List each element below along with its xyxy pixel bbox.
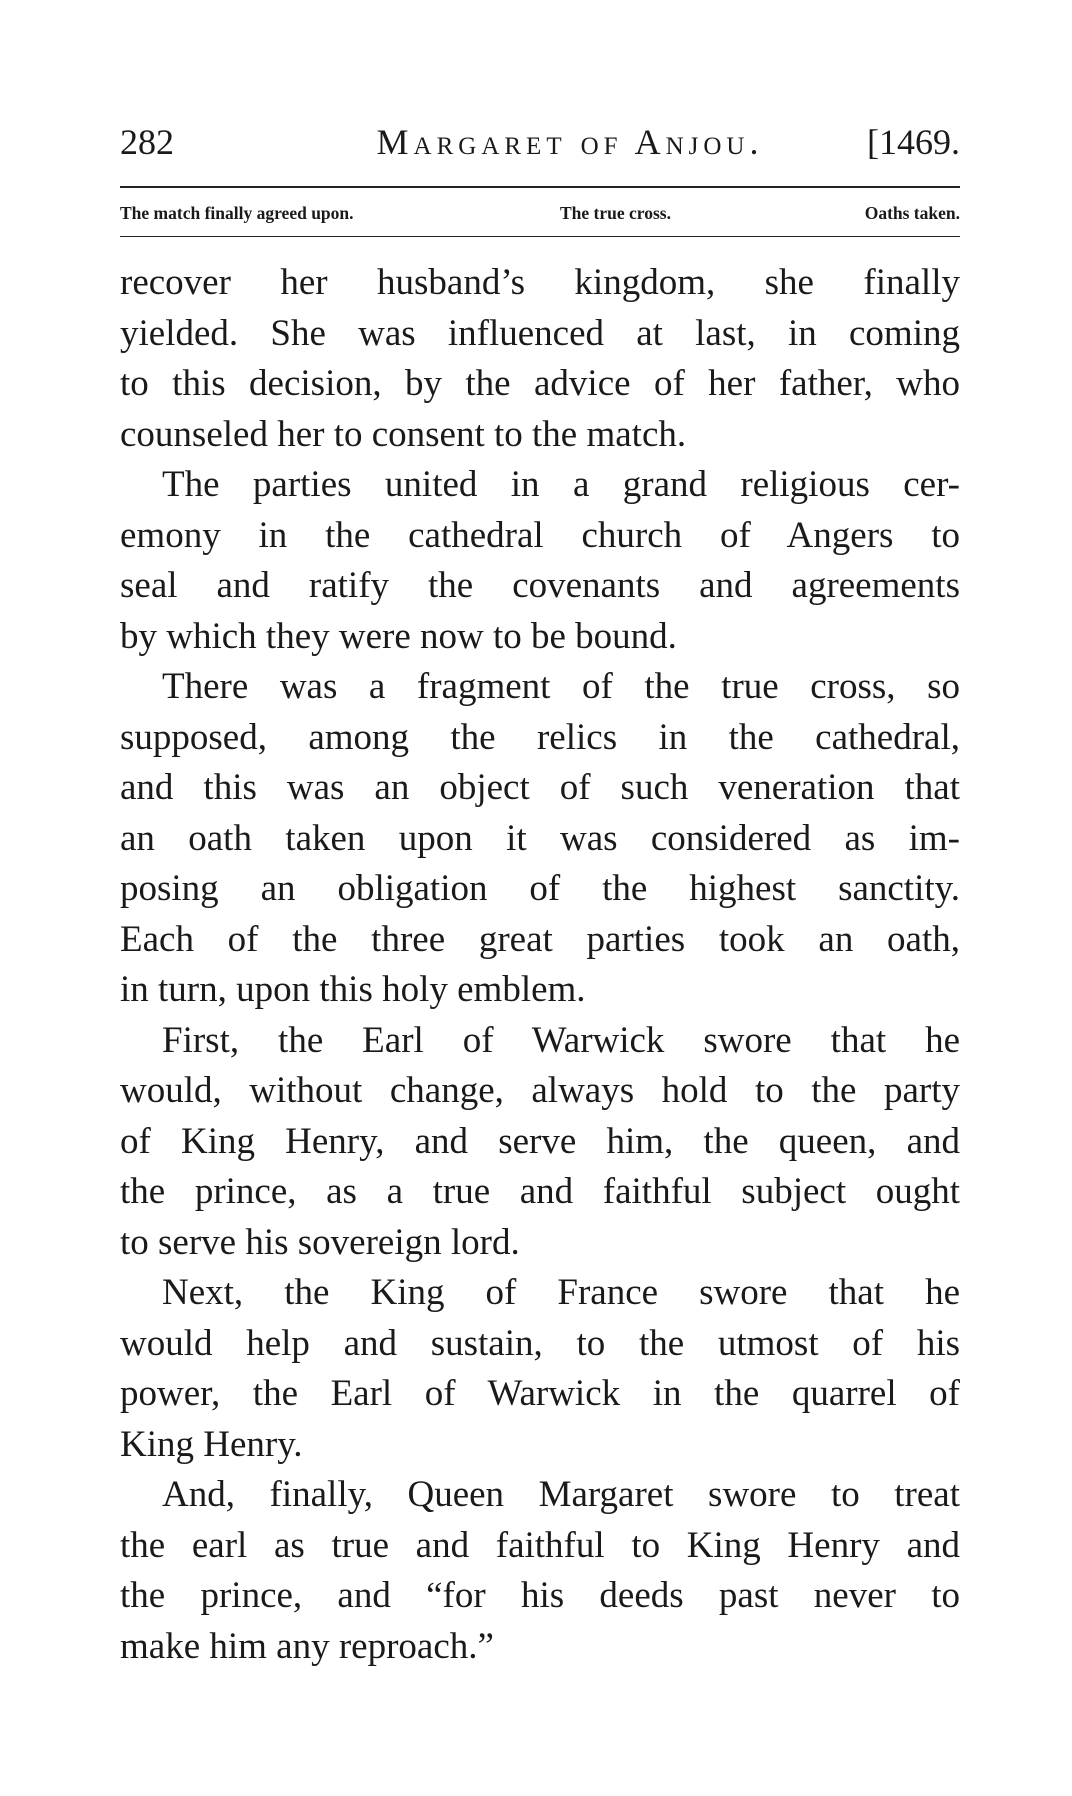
text-line: First, the Earl of Warwick swore that he — [162, 1019, 960, 1061]
paragraph-2 — [120, 460, 960, 662]
text-line: in turn, upon this holy emblem. — [120, 969, 586, 1010]
text-line: the prince, as a true and faithful subject ought — [120, 1171, 960, 1212]
text-line: The parties united in a grand religious cer- — [162, 464, 960, 505]
header-rule-top — [120, 186, 960, 188]
text-line: There was a fragment of the true cross, so — [162, 666, 960, 707]
text-line: And, finally, Queen Margaret swore to treat — [162, 1474, 960, 1515]
text-line: emony in the cathedral church of Angers to — [120, 514, 960, 556]
text-line: seal and ratify the covenants and agreements — [120, 565, 960, 606]
text-line: by which they were now to be bound. — [120, 615, 677, 657]
text-line: would help and sustain, to the utmost of his — [120, 1322, 960, 1364]
paragraph-4 — [120, 1016, 960, 1269]
header-rule-bottom — [120, 236, 960, 237]
text-line: power, the Earl of Warwick in the quarrel of — [120, 1373, 960, 1414]
header-year: [1469. — [867, 122, 960, 162]
text-line: the prince, and “for his deeds past never to — [120, 1575, 960, 1616]
text-line: recover her husband’s kingdom, she finally — [120, 262, 960, 303]
text-line: supposed, among the relics in the cathedral, — [120, 716, 960, 758]
running-header — [120, 122, 960, 172]
text-line: yielded. She was influenced at last, in coming — [120, 312, 960, 354]
text-line: King Henry. — [120, 1423, 303, 1465]
marginal-subheads — [120, 198, 960, 228]
paragraph-3 — [120, 662, 960, 1016]
text-line: an oath taken upon it was considered as im- — [120, 817, 960, 859]
subhead-match-agreed: The match finally agreed upon. — [120, 203, 354, 223]
page-number: 282 — [120, 122, 174, 162]
subhead-oaths-taken: Oaths taken. — [864, 203, 960, 223]
text-line: of King Henry, and serve him, the queen, and — [120, 1120, 960, 1162]
text-line: to this decision, by the advice of her father, who — [120, 363, 960, 404]
text-line: would, without change, always hold to the party — [120, 1070, 960, 1111]
body-text — [120, 258, 960, 1672]
text-line: Each of the three great parties took an oath, — [120, 918, 960, 960]
paragraph-1 — [120, 258, 960, 460]
paragraph-6 — [120, 1470, 960, 1672]
text-line: make him any reproach.” — [120, 1625, 494, 1667]
running-title: Margaret of Anjou. — [376, 122, 764, 162]
text-line: counseled her to consent to the match. — [120, 413, 687, 455]
text-line: and this was an object of such veneration that — [120, 767, 960, 808]
text-line: to serve his sovereign lord. — [120, 1221, 520, 1263]
paragraph-5 — [120, 1268, 960, 1470]
text-line: Next, the King of France swore that he — [162, 1272, 960, 1313]
subhead-true-cross: The true cross. — [560, 203, 671, 223]
text-line: the earl as true and faithful to King Henry and — [120, 1524, 960, 1566]
text-line: posing an obligation of the highest sanctity. — [120, 868, 960, 909]
